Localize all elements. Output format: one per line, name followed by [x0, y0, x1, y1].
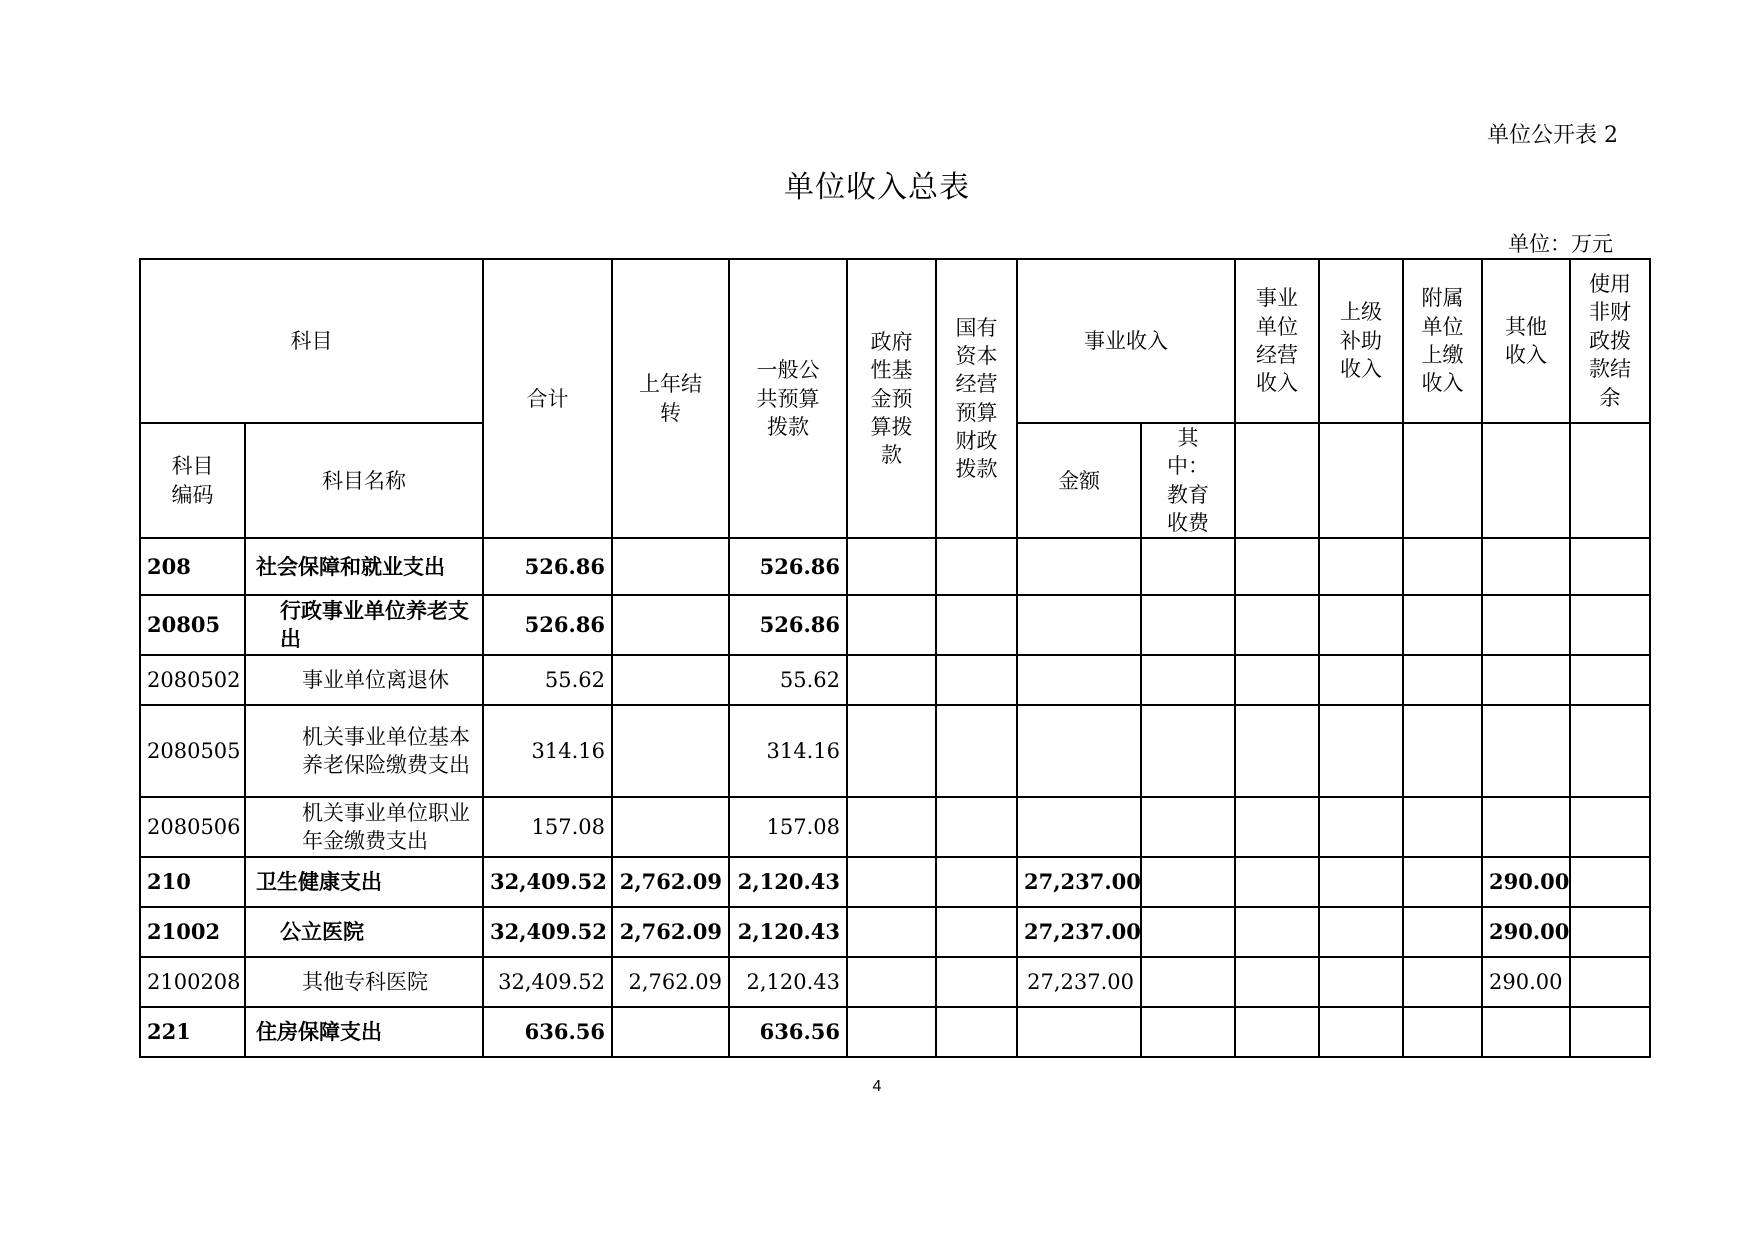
carryover-value: 2,762.09: [612, 857, 729, 907]
empty-cell: [1570, 957, 1650, 1007]
career-amount-value: [1017, 1007, 1141, 1057]
empty-cell: [1570, 1007, 1650, 1057]
header-non-fiscal-balance: [1570, 259, 1650, 423]
empty-cell: [1141, 797, 1235, 857]
header-non-fiscal-balance-text: 使用非财政拨款结余: [1589, 272, 1631, 410]
subject-code: 20805: [140, 595, 245, 655]
header-carryover-text: 上年结转: [639, 372, 702, 425]
empty-cell: [1570, 595, 1650, 655]
empty-cell: [1319, 907, 1403, 957]
subject-name: 行政事业单位养老支出: [245, 595, 483, 655]
header-edu-fee: [1141, 423, 1235, 538]
general-budget-value: 526.86: [729, 595, 847, 655]
page-number: 4: [872, 1078, 882, 1095]
subject-code: 2080502: [140, 655, 245, 705]
empty-cell: [1235, 857, 1319, 907]
table-row: [140, 957, 1650, 1007]
general-budget-value: 2,120.43: [729, 957, 847, 1007]
empty-cell: [1319, 705, 1403, 797]
header-superior-subsidy: [1319, 259, 1403, 423]
subject-code: 2080505: [140, 705, 245, 797]
other-income-value: [1482, 797, 1570, 857]
empty-cell: [1403, 655, 1482, 705]
form-number: 单位公开表 2: [1487, 123, 1618, 148]
table-row: [140, 1007, 1650, 1057]
general-budget-value: 55.62: [729, 655, 847, 705]
empty-cell: [1403, 595, 1482, 655]
table-row: [140, 705, 1650, 797]
empty-cell: [1570, 538, 1650, 595]
empty-cell: [1403, 957, 1482, 1007]
empty-cell: [936, 797, 1017, 857]
empty-cell: [1141, 1007, 1235, 1057]
career-amount-value: [1017, 538, 1141, 595]
carryover-value: [612, 705, 729, 797]
other-income-value: [1482, 705, 1570, 797]
subject-code: 208: [140, 538, 245, 595]
table-row: [140, 595, 1650, 655]
other-income-value: 290.00: [1482, 957, 1570, 1007]
table-row: [140, 797, 1650, 857]
subject-name: 卫生健康支出: [245, 857, 483, 907]
total-value: 526.86: [483, 538, 612, 595]
empty-cell: [1319, 538, 1403, 595]
empty-cell: [936, 538, 1017, 595]
empty-cell: [1235, 538, 1319, 595]
header-carryover: [612, 259, 729, 538]
table-row: [140, 907, 1650, 957]
career-amount-value: [1017, 655, 1141, 705]
carryover-value: 2,762.09: [612, 957, 729, 1007]
other-income-value: 290.00: [1482, 857, 1570, 907]
general-budget-value: 2,120.43: [729, 857, 847, 907]
empty-cell: [1235, 595, 1319, 655]
empty-cell: [847, 797, 936, 857]
empty-cell: [1570, 857, 1650, 907]
empty-cell: [936, 1007, 1017, 1057]
empty-cell: [1235, 655, 1319, 705]
subject-code: 2080506: [140, 797, 245, 857]
empty-cell: [1235, 705, 1319, 797]
empty-cell: [936, 595, 1017, 655]
header-career-ops-text: 事业单位经营收入: [1256, 286, 1298, 396]
subject-name: 住房保障支出: [245, 1007, 483, 1057]
header-other-income: [1482, 259, 1570, 423]
page-title: 单位收入总表: [784, 170, 970, 205]
unit-label: 单位：万元: [1508, 232, 1613, 256]
career-amount-value: [1017, 705, 1141, 797]
header-subject-name: 科目名称: [245, 423, 483, 538]
empty-cell: [1403, 907, 1482, 957]
empty-cell: [847, 857, 936, 907]
empty-cell: [936, 857, 1017, 907]
header-gov-fund-text: 政府性基金预算拨款: [870, 329, 913, 468]
career-amount-value: 27,237.00: [1017, 957, 1141, 1007]
header-blank: [1403, 423, 1482, 538]
other-income-value: [1482, 595, 1570, 655]
empty-cell: [1403, 705, 1482, 797]
empty-cell: [1141, 857, 1235, 907]
empty-cell: [1235, 907, 1319, 957]
subject-name: 其他专科医院: [245, 957, 483, 1007]
empty-cell: [1570, 797, 1650, 857]
empty-cell: [1403, 1007, 1482, 1057]
empty-cell: [1319, 655, 1403, 705]
empty-cell: [847, 907, 936, 957]
header-career-ops: [1235, 259, 1319, 423]
subject-name: 公立医院: [245, 907, 483, 957]
header-blank: [1235, 423, 1319, 538]
total-value: 157.08: [483, 797, 612, 857]
carryover-value: [612, 595, 729, 655]
general-budget-value: 157.08: [729, 797, 847, 857]
total-value: 314.16: [483, 705, 612, 797]
other-income-value: [1482, 1007, 1570, 1057]
empty-cell: [1319, 1007, 1403, 1057]
subject-code: 2100208: [140, 957, 245, 1007]
empty-cell: [1141, 957, 1235, 1007]
subject-name: 机关事业单位职业年金缴费支出: [245, 797, 483, 857]
empty-cell: [847, 1007, 936, 1057]
empty-cell: [847, 655, 936, 705]
other-income-value: [1482, 655, 1570, 705]
carryover-value: [612, 655, 729, 705]
empty-cell: [936, 907, 1017, 957]
general-budget-value: 636.56: [729, 1007, 847, 1057]
general-budget-value: 314.16: [729, 705, 847, 797]
table-row: [140, 857, 1650, 907]
header-subject-code: [140, 423, 245, 538]
career-amount-value: [1017, 797, 1141, 857]
header-blank: [1319, 423, 1403, 538]
subject-code: 210: [140, 857, 245, 907]
subject-name: 机关事业单位基本养老保险缴费支出: [245, 705, 483, 797]
header-amount: 金额: [1017, 423, 1141, 538]
income-summary-table: [139, 258, 1651, 1058]
total-value: 526.86: [483, 595, 612, 655]
empty-cell: [1319, 857, 1403, 907]
other-income-value: [1482, 538, 1570, 595]
subject-code: 21002: [140, 907, 245, 957]
header-general-budget-text: 一般公共预算拨款: [756, 358, 820, 439]
total-value: 636.56: [483, 1007, 612, 1057]
header-gov-fund: [847, 259, 936, 538]
total-value: 32,409.52: [483, 957, 612, 1007]
carryover-value: 2,762.09: [612, 907, 729, 957]
general-budget-value: 2,120.43: [729, 907, 847, 957]
carryover-value: [612, 1007, 729, 1057]
empty-cell: [1319, 957, 1403, 1007]
empty-cell: [1570, 705, 1650, 797]
header-affiliated-payment: [1403, 259, 1482, 423]
total-value: 55.62: [483, 655, 612, 705]
empty-cell: [1319, 595, 1403, 655]
header-state-capital-text: 国有资本经营预算财政拨款: [955, 315, 998, 482]
empty-cell: [1403, 797, 1482, 857]
header-general-budget: [729, 259, 847, 538]
header-subject: 科目: [140, 259, 483, 423]
carryover-value: [612, 538, 729, 595]
empty-cell: [1403, 538, 1482, 595]
header-affiliated-payment-text: 附属单位上缴收入: [1421, 286, 1464, 396]
empty-cell: [1141, 655, 1235, 705]
subject-name: 社会保障和就业支出: [245, 538, 483, 595]
header-career-income: 事业收入: [1017, 259, 1235, 423]
subject-name: 事业单位离退休: [245, 655, 483, 705]
empty-cell: [847, 957, 936, 1007]
header-edu-fee-text: 其中：教育收费: [1167, 426, 1209, 536]
total-value: 32,409.52: [483, 907, 612, 957]
header-subject-code-text: 科目编码: [171, 454, 214, 507]
header-state-capital: [936, 259, 1017, 538]
empty-cell: [1235, 1007, 1319, 1057]
career-amount-value: 27,237.00: [1017, 907, 1141, 957]
empty-cell: [936, 655, 1017, 705]
empty-cell: [936, 705, 1017, 797]
empty-cell: [1403, 857, 1482, 907]
header-superior-subsidy-text: 上级补助收入: [1340, 300, 1382, 382]
header-other-income-text: 其他收入: [1505, 314, 1547, 367]
career-amount-value: 27,237.00: [1017, 857, 1141, 907]
empty-cell: [1141, 595, 1235, 655]
table-row: [140, 655, 1650, 705]
empty-cell: [1570, 655, 1650, 705]
header-blank: [1482, 423, 1570, 538]
other-income-value: 290.00: [1482, 907, 1570, 957]
total-value: 32,409.52: [483, 857, 612, 907]
empty-cell: [1570, 907, 1650, 957]
empty-cell: [1319, 797, 1403, 857]
empty-cell: [1141, 705, 1235, 797]
empty-cell: [847, 595, 936, 655]
empty-cell: [847, 705, 936, 797]
subject-code: 221: [140, 1007, 245, 1057]
header-total: 合计: [483, 259, 612, 538]
empty-cell: [1141, 907, 1235, 957]
empty-cell: [1141, 538, 1235, 595]
career-amount-value: [1017, 595, 1141, 655]
carryover-value: [612, 797, 729, 857]
empty-cell: [936, 957, 1017, 1007]
empty-cell: [847, 538, 936, 595]
header-blank: [1570, 423, 1650, 538]
table-row: [140, 538, 1650, 595]
empty-cell: [1235, 797, 1319, 857]
general-budget-value: 526.86: [729, 538, 847, 595]
empty-cell: [1235, 957, 1319, 1007]
